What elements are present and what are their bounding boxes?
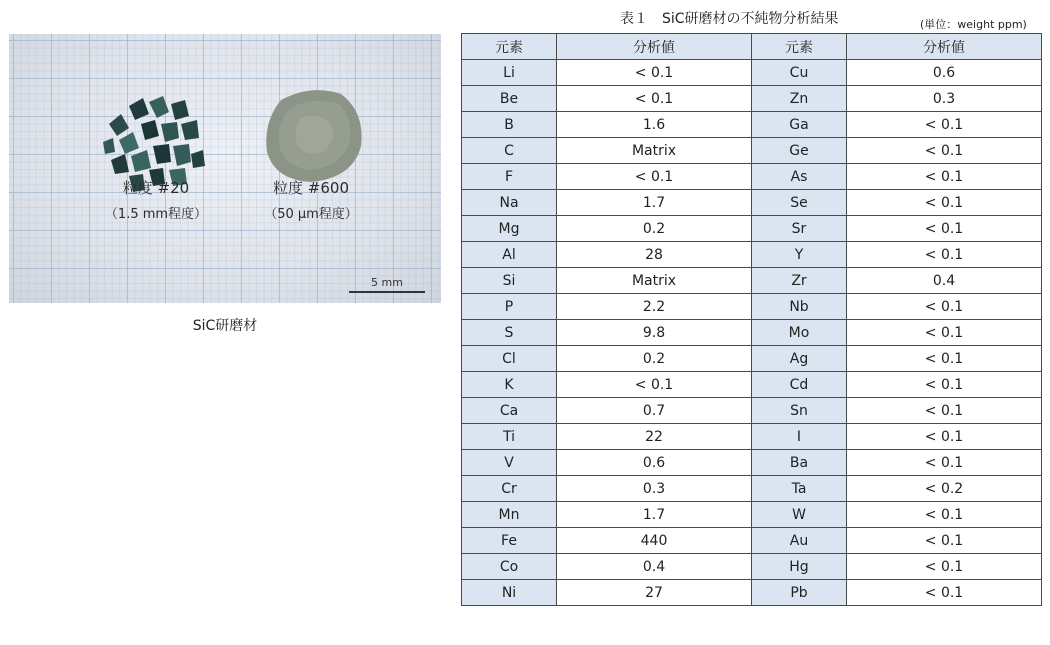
value-cell: 9.8	[557, 320, 752, 346]
table-row	[462, 502, 1042, 528]
element-cell: Mg	[462, 216, 557, 242]
table-row	[462, 398, 1042, 424]
table-row	[462, 112, 1042, 138]
element-cell: Zn	[752, 86, 847, 112]
value-cell: < 0.1	[847, 138, 1042, 164]
element-cell: V	[462, 450, 557, 476]
element-cell: I	[752, 424, 847, 450]
sample-20-size: （1.5 mm程度）	[104, 207, 208, 222]
impurity-table	[461, 33, 1042, 606]
fine-powder-image	[261, 82, 369, 184]
value-cell: 1.7	[557, 190, 752, 216]
value-cell: < 0.1	[847, 216, 1042, 242]
value-cell: 22	[557, 424, 752, 450]
table-row	[462, 242, 1042, 268]
element-cell: Pb	[752, 580, 847, 606]
table-row	[462, 60, 1042, 86]
value-cell: 0.7	[557, 398, 752, 424]
element-cell: Al	[462, 242, 557, 268]
value-cell: < 0.2	[847, 476, 1042, 502]
element-cell: B	[462, 112, 557, 138]
element-cell: Au	[752, 528, 847, 554]
value-cell: Matrix	[557, 138, 752, 164]
table-row	[462, 294, 1042, 320]
element-cell: Sn	[752, 398, 847, 424]
element-cell: S	[462, 320, 557, 346]
element-cell: Si	[462, 268, 557, 294]
table-row	[462, 372, 1042, 398]
value-cell: 0.6	[847, 60, 1042, 86]
table-row	[462, 450, 1042, 476]
header-value-1: 分析値	[557, 34, 752, 60]
element-cell: Fe	[462, 528, 557, 554]
element-cell: Mn	[462, 502, 557, 528]
value-cell: < 0.1	[847, 528, 1042, 554]
scale-bar	[349, 291, 425, 293]
value-cell: 0.3	[557, 476, 752, 502]
value-cell: < 0.1	[847, 112, 1042, 138]
value-cell: 28	[557, 242, 752, 268]
element-cell: Cl	[462, 346, 557, 372]
element-cell: Ta	[752, 476, 847, 502]
value-cell: 0.6	[557, 450, 752, 476]
element-cell: Ni	[462, 580, 557, 606]
element-cell: W	[752, 502, 847, 528]
element-cell: Y	[752, 242, 847, 268]
table-row	[462, 268, 1042, 294]
element-cell: Sr	[752, 216, 847, 242]
table-row	[462, 476, 1042, 502]
element-cell: C	[462, 138, 557, 164]
value-cell: < 0.1	[847, 424, 1042, 450]
sic-abrasive-photo	[9, 34, 441, 303]
table-title: 表１ SiC研磨材の不純物分析結果	[620, 11, 839, 27]
element-cell: F	[462, 164, 557, 190]
value-cell: 440	[557, 528, 752, 554]
value-cell: < 0.1	[847, 320, 1042, 346]
value-cell: < 0.1	[557, 164, 752, 190]
value-cell: < 0.1	[847, 502, 1042, 528]
table-row	[462, 190, 1042, 216]
element-cell: Ti	[462, 424, 557, 450]
element-cell: Cr	[462, 476, 557, 502]
element-cell: Se	[752, 190, 847, 216]
element-cell: Zr	[752, 268, 847, 294]
photo-caption: SiC研磨材	[192, 318, 258, 334]
table-row	[462, 424, 1042, 450]
element-cell: Ag	[752, 346, 847, 372]
element-cell: Mo	[752, 320, 847, 346]
sample-20-label: 粒度 #20	[122, 179, 190, 197]
header-element-2: 元素	[752, 34, 847, 60]
value-cell: < 0.1	[847, 346, 1042, 372]
element-cell: Na	[462, 190, 557, 216]
value-cell: < 0.1	[847, 580, 1042, 606]
element-cell: P	[462, 294, 557, 320]
value-cell: < 0.1	[847, 554, 1042, 580]
element-cell: Ca	[462, 398, 557, 424]
value-cell: 27	[557, 580, 752, 606]
value-cell: < 0.1	[557, 86, 752, 112]
scale-label: 5 mm	[371, 276, 403, 289]
element-cell: K	[462, 372, 557, 398]
value-cell: 0.3	[847, 86, 1042, 112]
value-cell: < 0.1	[847, 294, 1042, 320]
value-cell: 0.2	[557, 346, 752, 372]
element-cell: Ba	[752, 450, 847, 476]
value-cell: 0.2	[557, 216, 752, 242]
table-row	[462, 346, 1042, 372]
element-cell: Nb	[752, 294, 847, 320]
value-cell: < 0.1	[847, 190, 1042, 216]
table-row	[462, 554, 1042, 580]
value-cell: < 0.1	[847, 164, 1042, 190]
value-cell: < 0.1	[847, 372, 1042, 398]
element-cell: As	[752, 164, 847, 190]
element-cell: Ge	[752, 138, 847, 164]
element-cell: Cd	[752, 372, 847, 398]
value-cell: 1.7	[557, 502, 752, 528]
table-row	[462, 580, 1042, 606]
table-row	[462, 216, 1042, 242]
element-cell: Co	[462, 554, 557, 580]
sample-600-size: （50 μm程度）	[264, 207, 358, 222]
element-cell: Hg	[752, 554, 847, 580]
table-row	[462, 138, 1042, 164]
value-cell: < 0.1	[557, 60, 752, 86]
table-row	[462, 528, 1042, 554]
table-header-row	[462, 34, 1042, 60]
value-cell: < 0.1	[557, 372, 752, 398]
element-cell: Be	[462, 86, 557, 112]
sample-600-label: 粒度 #600	[273, 179, 349, 197]
value-cell: 2.2	[557, 294, 752, 320]
value-cell: 0.4	[557, 554, 752, 580]
value-cell: < 0.1	[847, 398, 1042, 424]
element-cell: Ga	[752, 112, 847, 138]
element-cell: Cu	[752, 60, 847, 86]
value-cell: < 0.1	[847, 242, 1042, 268]
table-row	[462, 320, 1042, 346]
element-cell: Li	[462, 60, 557, 86]
table-row	[462, 164, 1042, 190]
table-unit: (単位：weight ppm)	[920, 18, 1027, 31]
value-cell: Matrix	[557, 268, 752, 294]
table-row	[462, 86, 1042, 112]
header-element-1: 元素	[462, 34, 557, 60]
header-value-2: 分析値	[847, 34, 1042, 60]
value-cell: 1.6	[557, 112, 752, 138]
value-cell: 0.4	[847, 268, 1042, 294]
value-cell: < 0.1	[847, 450, 1042, 476]
